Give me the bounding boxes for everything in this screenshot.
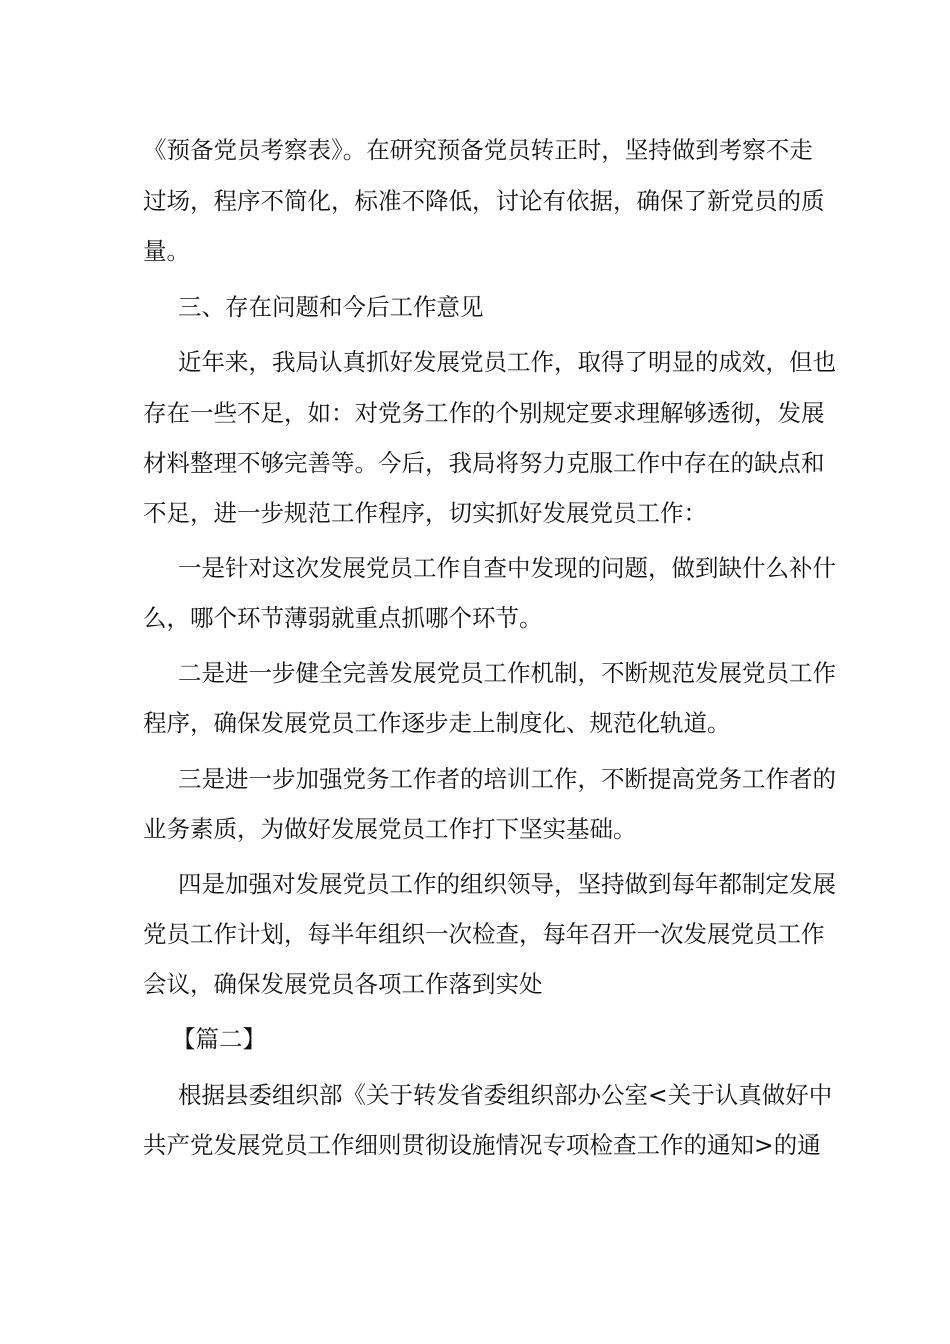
section-heading: 三、存在问题和今后工作意见 — [178, 293, 484, 321]
paragraph-line: 程序，确保发展党员工作逐步走上制度化、规范化轨道。 — [143, 709, 731, 737]
paragraph-line: 党员工作计划，每半年组织一次检查，每年召开一次发展党员工作 — [143, 920, 825, 948]
section-heading: 【篇二】 — [172, 1025, 266, 1053]
paragraph-line: 《预备党员考察表》。在研究预备党员转正时，坚持做到考察不走 — [143, 136, 813, 164]
paragraph-line: 过场，程序不简化，标准不降低，讨论有依据，确保了新党员的质 — [143, 187, 825, 215]
paragraph-line: 业务素质，为做好发展党员工作打下坚实基础。 — [143, 815, 637, 843]
paragraph-line: 量。 — [143, 237, 190, 265]
paragraph-line: 会议，确保发展党员各项工作落到实处 — [143, 970, 543, 998]
paragraph-line: 共产党发展党员工作细则贯彻设施情况专项检查工作的通知>的通 — [143, 1131, 821, 1159]
paragraph-line: 么，哪个环节薄弱就重点抓哪个环节。 — [143, 604, 543, 632]
paragraph-line: 不足，进一步规范工作程序，切实抓好发展党员工作： — [143, 499, 707, 527]
paragraph-line: 二是进一步健全完善发展党员工作机制，不断规范发展党员工作 — [178, 659, 836, 687]
paragraph-line: 根据县委组织部《关于转发省委组织部办公室<关于认真做好中 — [178, 1081, 833, 1109]
paragraph-line: 三是进一步加强党务工作者的培训工作，不断提高党务工作者的 — [178, 765, 836, 793]
paragraph-line: 近年来，我局认真抓好发展党员工作，取得了明显的成效，但也 — [178, 348, 836, 376]
paragraph-line: 材料整理不够完善等。今后，我局将努力克服工作中存在的缺点和 — [143, 449, 825, 477]
paragraph-line: 四是加强对发展党员工作的组织领导，坚持做到每年都制定发展 — [178, 870, 836, 898]
paragraph-line: 一是针对这次发展党员工作自查中发现的问题，做到缺什么补什 — [178, 554, 836, 582]
paragraph-line: 存在一些不足，如：对党务工作的个别规定要求理解够透彻，发展 — [143, 399, 825, 427]
